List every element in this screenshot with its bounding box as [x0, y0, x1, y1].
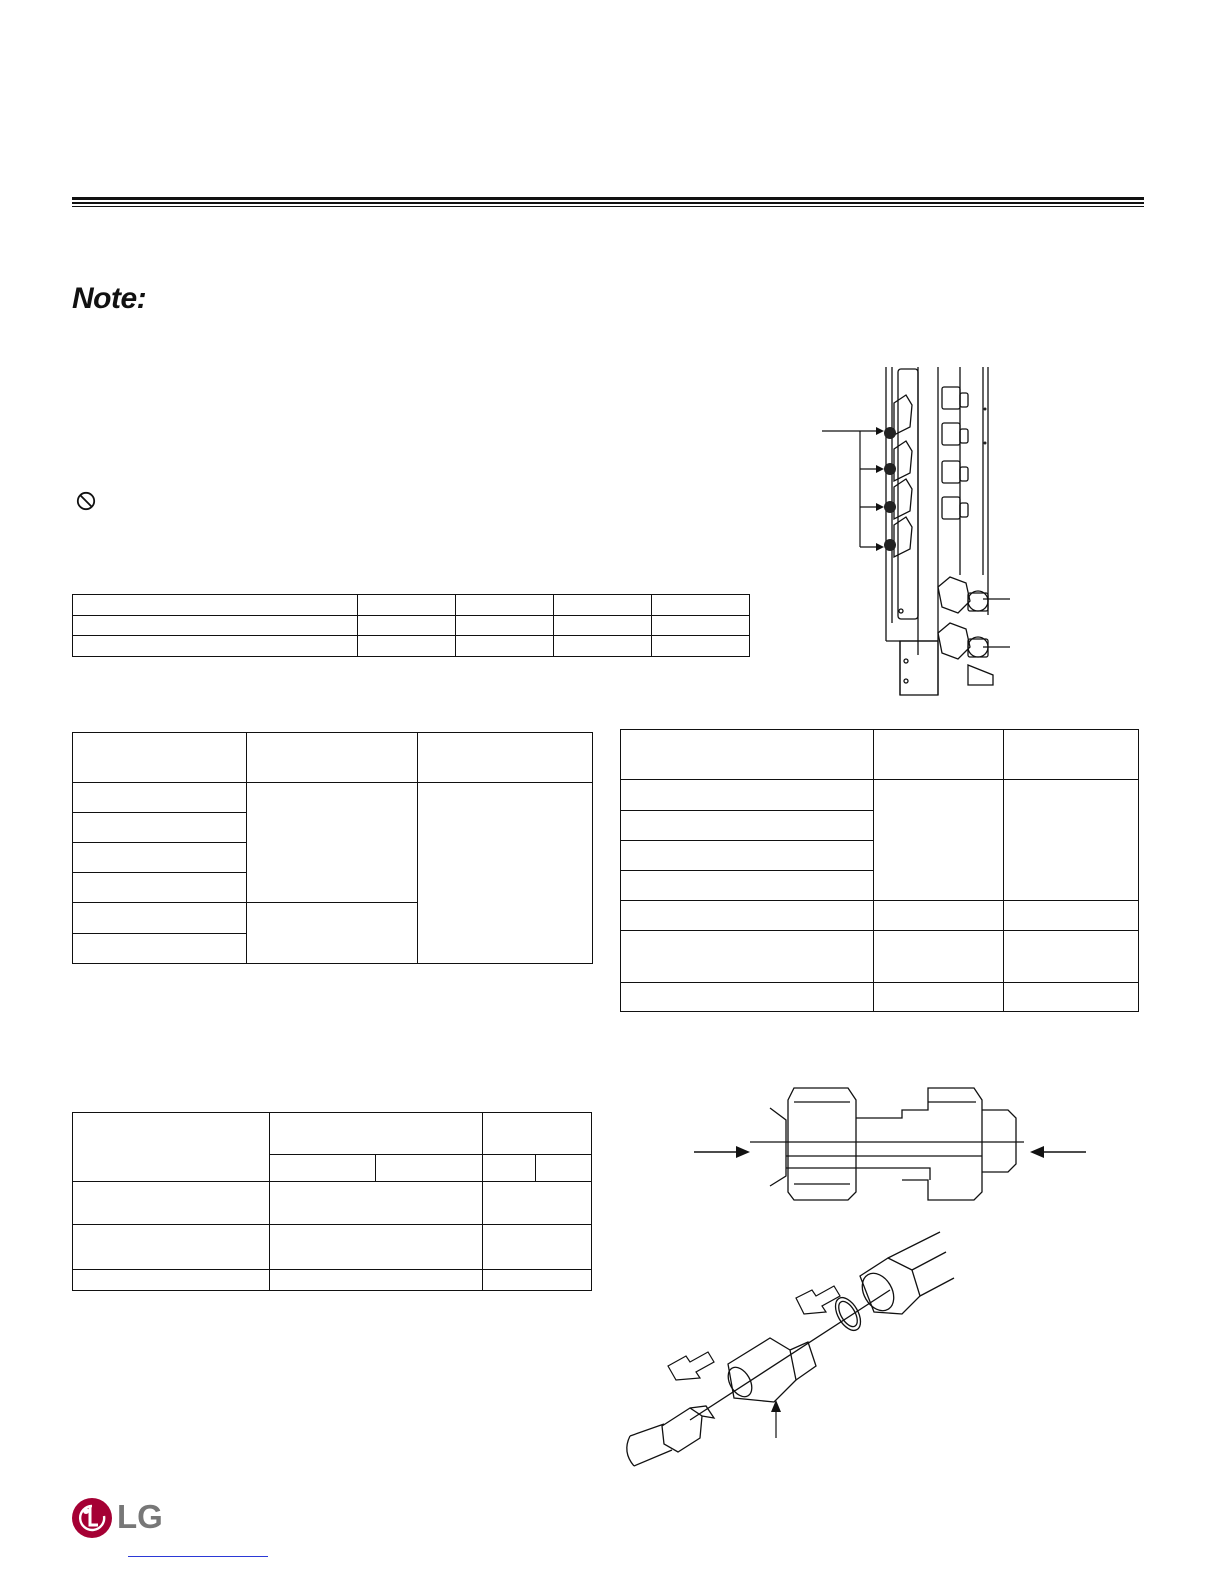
table-right-middle	[620, 729, 1139, 1012]
header-rule-top	[72, 197, 1144, 200]
note-label: Note:	[72, 282, 147, 315]
table-specs-top	[72, 594, 750, 657]
header-rule-middle	[72, 202, 1144, 204]
lg-logo-icon	[71, 1497, 113, 1539]
header-valve-diagram	[818, 365, 1048, 697]
header-rule-bottom	[72, 206, 1144, 207]
fitting-assembly-diagram	[620, 1230, 960, 1470]
lg-logo-text: LG	[117, 1498, 163, 1535]
table-bottom-left	[72, 1112, 592, 1291]
footer-link-underline[interactable]	[128, 1556, 268, 1557]
prohibition-icon	[76, 491, 96, 511]
flare-fitting-diagram	[690, 1080, 1090, 1204]
table-left-middle	[72, 732, 593, 964]
